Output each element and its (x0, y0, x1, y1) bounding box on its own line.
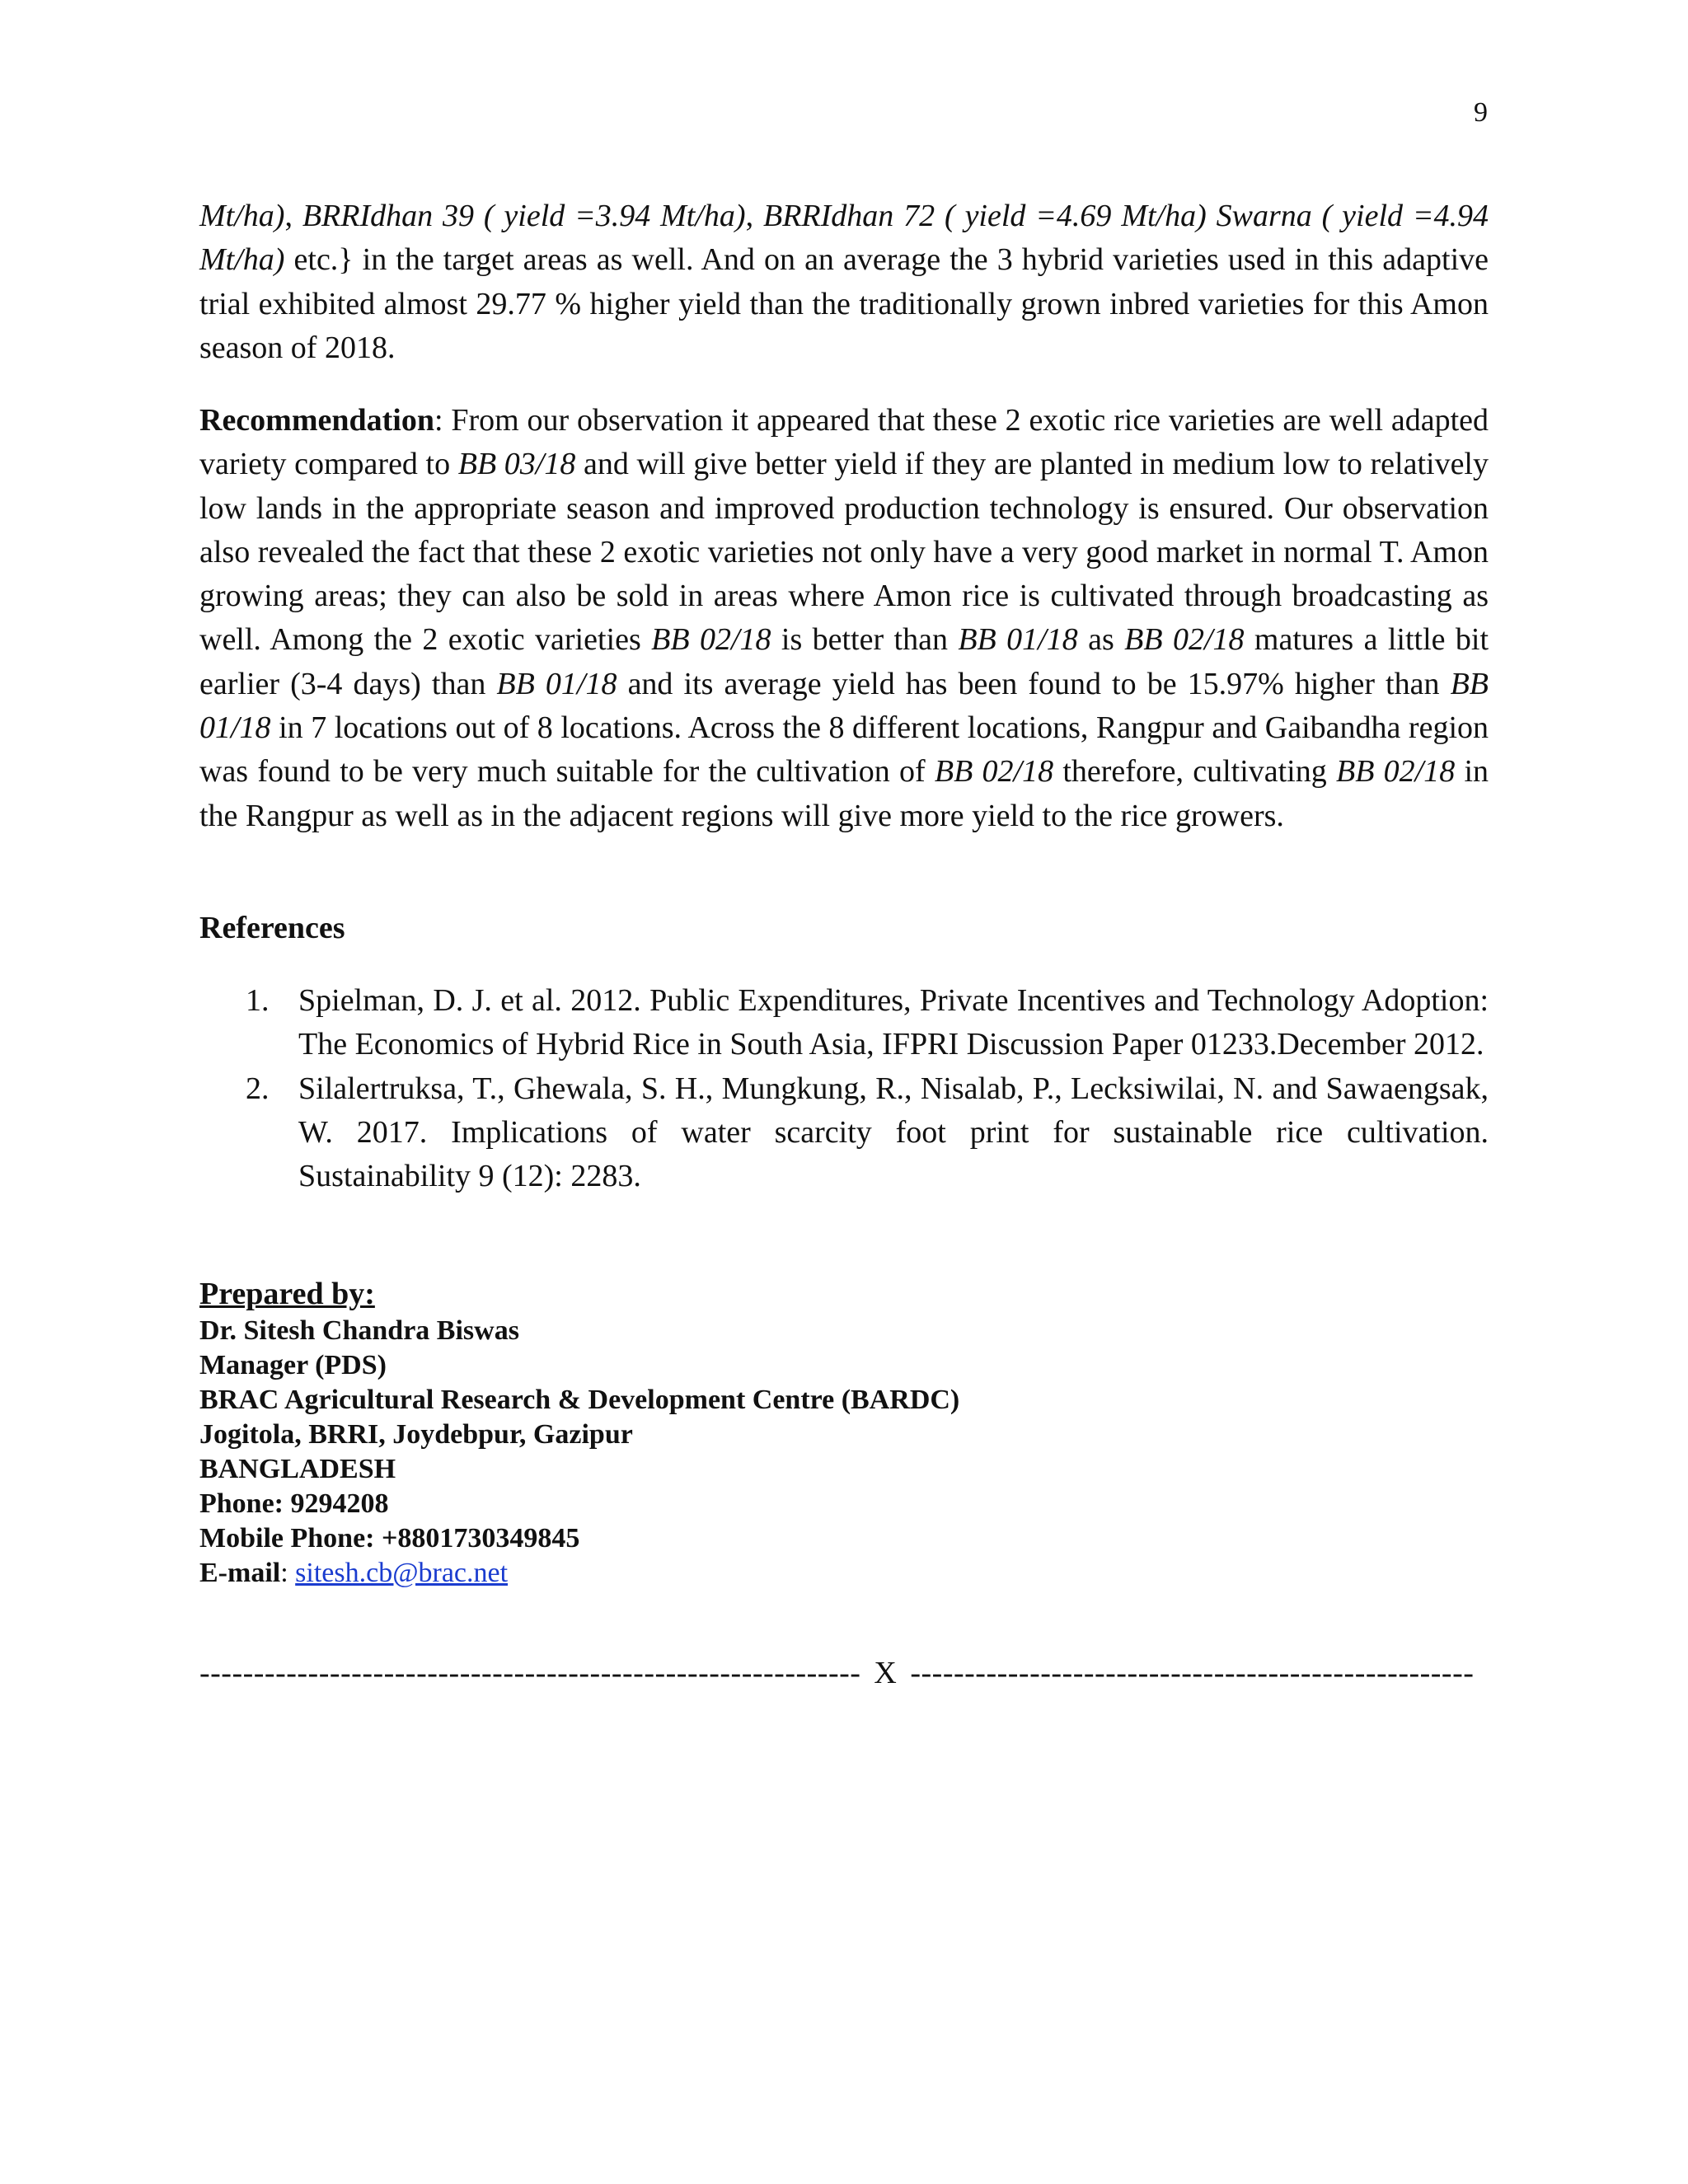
prepared-by-block (199, 1274, 959, 1591)
yield-text-3: etc.} in the target areas as well. And on an average the 3 hybrid varieties used in this adaptive trial exhibited almost 29.77 % higher yield than the traditionally grown inbred varieties for this Amon season of 2018. (199, 242, 1489, 365)
author-organization: BRAC Agricultural Research & Development Centre (BARDC) (199, 1385, 960, 1415)
variety-name: BB 02/18 (1124, 622, 1245, 658)
end-divider (199, 1655, 1482, 1691)
reference-text: Silalertruksa, T., Ghewala, S. H., Mungkung, R., Nisalab, P., Lecksiwilai, N. and Sawaengsak, W. 2017. Implications of water scarcity foot print for sustainable rice cultivation. Sustainability 9 (12): 2283. (298, 1071, 1489, 1194)
variety-name: BB 01/18 (199, 666, 1489, 746)
author-mobile: Mobile Phone: +8801730349845 (199, 1523, 580, 1554)
recommendation-paragraph (199, 399, 1489, 838)
variety-name: BB 02/18 (1335, 754, 1456, 790)
email-separator: : (280, 1558, 296, 1588)
divider-dashes-right: ---------------------------------------------------- (910, 1656, 1475, 1690)
recommendation-text: matures a little bit earlier (3-4 days) than (199, 622, 1489, 701)
recommendation-text: in the Rangpur as well as in the adjacent regions will give more yield to the rice growers. (199, 754, 1489, 833)
recommendation-text: and will give better yield if they are planted in medium low to relatively low lands in the appropriate season and improved production technology is ensured. Our observation also revealed the fact that these 2 exotic varieties not only have a very good market in normal T. Amon growing areas; they can also be sold in areas where Amon rice is cultivated through broadcasting as well. Among the 2 exotic varieties (199, 447, 1489, 658)
divider-x-mark: X (874, 1656, 898, 1690)
recommendation-text: : From our observation it appeared that these 2 exotic rice varieties are well adapted variety compared to (199, 403, 1489, 482)
yield-text-2: , (745, 199, 763, 233)
yield-text-italic-3: BRRIdhan 72 ( yield =4.69 Mt/ha) Swarna ( yield =4.94 Mt/ha) (199, 199, 1489, 278)
author-country: BANGLADESH (199, 1454, 396, 1484)
reference-number: 2. (246, 1071, 270, 1106)
yield-text-1: , (284, 199, 302, 233)
reference-text: Spielman, D. J. et al. 2012. Public Expenditures, Private Incentives and Technology Adoption: The Economics of Hybrid Rice in South Asia, IFPRI Discussion Paper 01233.December 2012. (298, 983, 1489, 1062)
variety-name: BB 03/18 (457, 447, 576, 482)
reference-number: 1. (246, 983, 270, 1018)
page-number: 9 (1474, 97, 1488, 128)
author-address: Jogitola, BRRI, Joydebpur, Gazipur (199, 1419, 633, 1450)
variety-name: BB 01/18 (958, 622, 1078, 658)
reference-item (199, 979, 1489, 1067)
yield-text-italic-2: BRRIdhan 39 ( yield =3.94 Mt/ha) (302, 199, 746, 233)
recommendation-text: therefore, cultivating (1053, 754, 1336, 790)
divider-dashes-left: ------------------------------------------------------------- (199, 1656, 861, 1690)
recommendation-text: is better than (771, 622, 959, 658)
author-email-row (199, 1556, 959, 1591)
recommendation-text: in 7 locations out of 8 locations. Across the 8 different locations, Rangpur and Gaibandha region was found to be very much suitable for the cultivation of (199, 710, 1489, 790)
author-name: Dr. Sitesh Chandra Biswas (199, 1315, 519, 1346)
email-link[interactable]: sitesh.cb@brac.net (295, 1558, 509, 1588)
variety-name: BB 01/18 (496, 666, 617, 701)
variety-name: BB 02/18 (934, 754, 1054, 790)
reference-list (199, 979, 1489, 1198)
reference-item (199, 1067, 1489, 1199)
yield-text-italic-1: Mt/ha) (199, 199, 285, 233)
recommendation-text: as (1077, 622, 1125, 658)
variety-name: BB 02/18 (651, 622, 771, 658)
author-phone: Phone: 9294208 (199, 1488, 389, 1519)
yield-paragraph (199, 194, 1489, 370)
recommendation-text: and its average yield has been found to be 15.97% higher than (617, 666, 1451, 701)
author-position: Manager (PDS) (199, 1350, 387, 1380)
email-label: E-mail (199, 1558, 281, 1588)
recommendation-label: Recommendation (199, 403, 434, 438)
prepared-by-heading: Prepared by: (199, 1277, 375, 1311)
references-heading: References (199, 911, 345, 945)
